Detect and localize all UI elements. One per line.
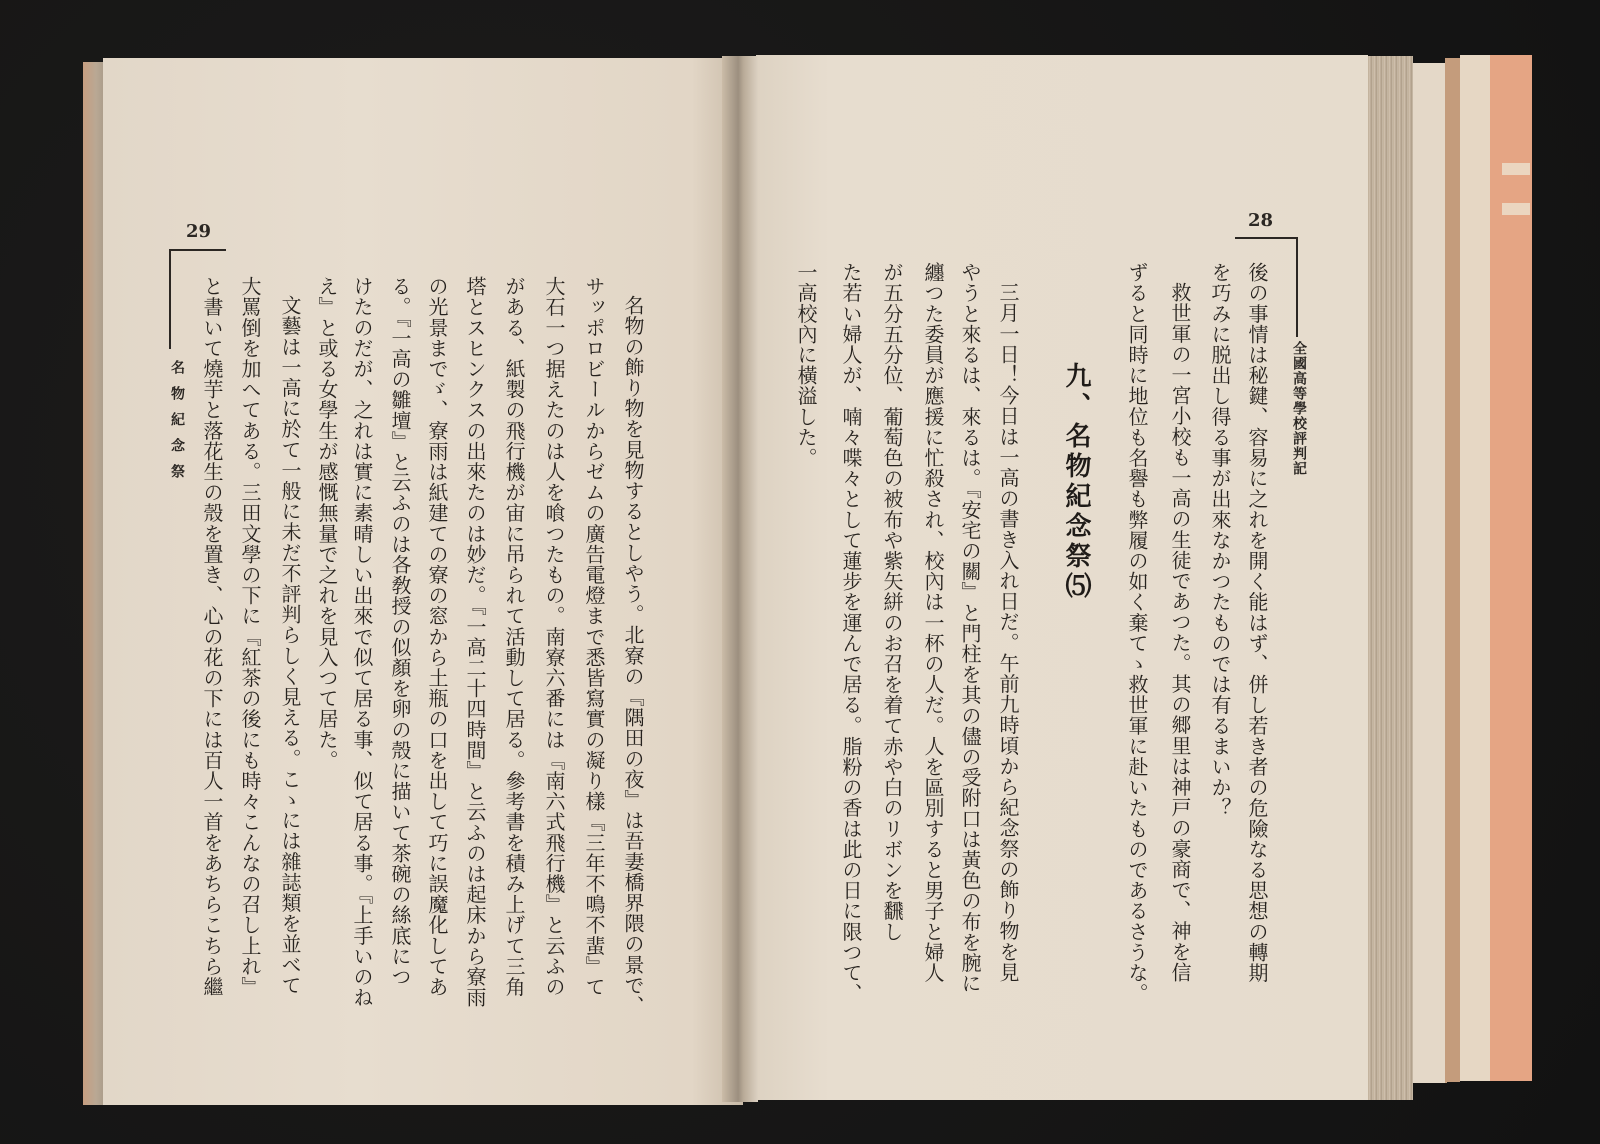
page-number-right: 28 <box>1248 210 1274 231</box>
page-number-left: 29 <box>186 221 212 242</box>
header-rule <box>1296 237 1298 337</box>
endpaper-edge <box>1445 58 1460 1082</box>
text-column: え』と或る女學生が感慨無量で之れを見入つて居た。 <box>315 276 339 771</box>
header-rule <box>169 249 171 349</box>
text-column: ずると同時に地位も名譽も弊履の如く棄てゝ救世軍に赴いたものであるさうな。 <box>1125 262 1149 1004</box>
page-stack-edge <box>1368 56 1413 1100</box>
section-heading: 九、名物紀念祭⑸ <box>1061 362 1091 602</box>
header-rule <box>169 249 226 251</box>
text-column: 大罵倒を加へてある。三田文學の下に『紅茶の後にも時々こんなの召し上れ』 <box>238 276 262 997</box>
text-column: けたのだが、之れは實に素晴しい出來で似て居る事、似て居る事。『上手いのね <box>350 276 374 1008</box>
text-column: 大石一つ据えたのは人を喰つたもの。南寮六番には『南六式飛行機』と云ふの <box>542 276 566 997</box>
text-column: を巧みに脱出し得る事が出來なかつたものでは有るまいか？ <box>1208 262 1232 819</box>
book-gutter <box>722 56 758 1102</box>
text-column: 三月一日！今日は一高の書き入れ日だ。午前九時頃から紀念祭の飾り物を見 <box>996 282 1020 983</box>
text-column: 纏つた委員が應援に忙殺され、校內は一杯の人だ。人を區別すると男子と婦人 <box>921 262 945 983</box>
text-column: 名物の飾り物を見物するとしやう。北寮の『隅田の夜』は吾妻橋界隈の景で、 <box>621 295 645 1016</box>
text-column: 後の事情は秘鍵、容易に之れを開く能はず、併し若き者の危險なる思想の轉期 <box>1245 262 1269 983</box>
text-column: サッポロビールからゼムの廣告電燈まで悉皆寫實の凝り樣『三年不鳴不蜚』て <box>582 276 606 997</box>
text-column: た若い婦人が、喃々喋々として蓮步を運んで居る。脂粉の香は此の日に限つて、 <box>839 262 863 1004</box>
text-column: やうと來るは、來るは。『安宅の關』と門柱を其の儘の受附口は黃色の布を腕に <box>958 262 982 994</box>
text-column: 一高校內に橫溢した。 <box>794 262 818 468</box>
text-column: 救世軍の一宮小校も一高の生徒であつた。其の郷里は神戸の豪商で、神を信 <box>1168 282 1192 983</box>
text-column: の光景までゞ、寮雨は紙建ての寮の窓から土瓶の口を出して巧に誤魔化してあ <box>425 276 449 997</box>
text-column: がある、紙製の飛行機が宙に吊られて活動して居る。參考書を積み上げて三角 <box>502 276 526 997</box>
text-column: が五分五分位、葡萄色の被布や紫矢絣のお召を着て赤や白のリボンを飜し <box>880 262 904 942</box>
header-rule <box>1235 237 1298 239</box>
text-column: 文藝は一高に於て一般に未だ不評判らしく見える。こゝには雜誌類を並べて <box>278 295 302 996</box>
loose-sheet-edge <box>1413 63 1447 1083</box>
text-column: 塔とスヒンクスの出來たのは妙だ。『一高二十四時間』と云ふのは起床から寮雨 <box>463 276 487 1008</box>
text-column: る。『一高の雛壇』と云ふのは各敎授の似顏を卵の殼に描いて茶碗の絲底につ <box>388 276 412 987</box>
cover-mark <box>1502 203 1530 215</box>
left-page <box>103 58 743 1105</box>
text-column: と書いて燒芋と落花生の殼を置き、心の花の下には百人一首をあちらこちら繼 <box>200 276 224 997</box>
running-header-right: 全國高等學校評判記 <box>1291 341 1307 476</box>
cover-mark <box>1502 163 1530 175</box>
inner-cover-strip <box>1460 55 1490 1081</box>
left-cover-edge <box>83 62 105 1105</box>
running-header-left: 名物紀念祭 <box>169 360 185 490</box>
